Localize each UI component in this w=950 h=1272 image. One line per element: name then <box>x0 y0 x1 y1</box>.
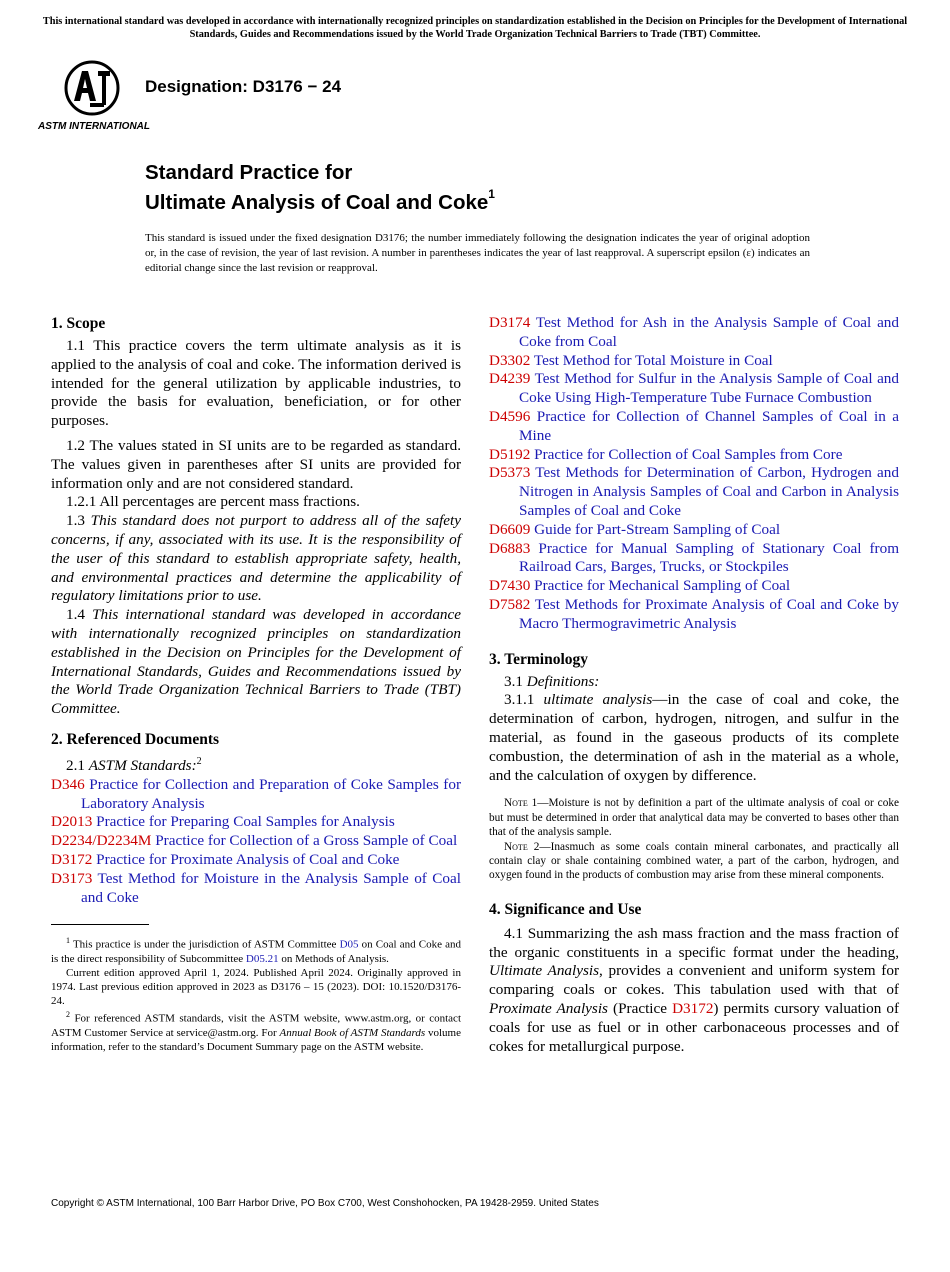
reference-item <box>489 370 899 408</box>
reference-title-link[interactable]: Practice for Mechanical Sampling of Coal <box>534 577 791 595</box>
reference-code-link[interactable]: D5373 <box>489 464 531 482</box>
reference-code-link[interactable]: D7430 <box>489 577 531 595</box>
title-line-2: Ultimate Analysis of Coal and Coke$^1$ <box>145 187 495 214</box>
designation: Designation: D3176 − 24 <box>145 77 342 96</box>
note-1: Note 1—Moisture is not by definition a part of the ultimate analysis of coal or coke but must be determined in order that analytical data may be converted to bases other than that of the analysis sample. <box>489 797 900 839</box>
para-2-1: 2.1 ASTM Standards:$^2$ <box>66 755 202 774</box>
reference-title-link[interactable]: Practice for Collection of Coal Samples from Core <box>534 445 843 463</box>
ref-link-d3172-inline[interactable]: D3172 <box>672 999 714 1017</box>
section-4-heading: 4. Significance and Use <box>489 900 642 918</box>
reference-item <box>489 577 899 596</box>
reference-code-link[interactable]: D3174 <box>489 314 531 331</box>
reference-list-right <box>489 314 899 634</box>
reference-title-link[interactable]: Test Method for Ash in the Analysis Sample of Coal and Coke from Coal <box>519 314 899 350</box>
reference-item <box>51 776 461 814</box>
reference-title-link[interactable]: Test Method for Sulfur in the Analysis Sample of Coal and Coke Using High-Temperature Tube Furnace Combustion <box>519 370 899 407</box>
reference-title-link[interactable]: Practice for Proximate Analysis of Coal and Coke <box>96 850 400 868</box>
reference-item <box>51 813 461 832</box>
reference-code-link[interactable]: D3302 <box>489 351 531 369</box>
title-line-1: Standard Practice for <box>145 161 353 184</box>
reference-title-link[interactable]: Test Method for Moisture in the Analysis Sample of Coal and Coke <box>81 869 461 906</box>
reference-code-link[interactable]: D5192 <box>489 445 531 463</box>
tbt-notice: This international standard was developed in accordance with internationally recognized principles on standardization established in the Decision on Principles for the Development of International Standards, Guides and Recommendations issued by the World Trade Organization Technical Barriers to Trade (TBT) Committee. <box>42 16 908 40</box>
copyright-footer: Copyright © ASTM International, 100 Barr Harbor Drive, PO Box C700, West Conshohocken, PA 19428-2959. United States <box>51 1198 599 1209</box>
footnote-rule <box>51 924 149 925</box>
reference-item <box>489 464 899 520</box>
reference-title-link[interactable]: Practice for Collection of Channel Samples of Coal in a Mine <box>519 407 899 444</box>
reference-code-link[interactable]: D346 <box>51 775 85 793</box>
section-2-heading: 2. Referenced Documents <box>51 730 220 748</box>
para-1-2-1: 1.2.1 All percentages are percent mass fractions. <box>66 493 360 511</box>
note-2: Note 2—Inasmuch as some coals contain mineral carbonates, and practically all contain clay or shale containing combined water, a part of the carbon, hydrogen, and oxygen found in the products of combustion may arise from these mineral components. <box>489 840 899 882</box>
para-3-1: 3.1 Definitions: <box>504 672 600 690</box>
section-3-heading: 3. Terminology <box>489 650 589 668</box>
reference-code-link[interactable]: D3172 <box>51 850 93 868</box>
reference-item <box>489 352 899 371</box>
committee-link[interactable]: D05 <box>339 939 359 952</box>
para-1-1: 1.1 This practice covers the term ultimate analysis as it is applied to the analysis of coal and coke. The information derived is intended for the general utilization by applicable industries, to provide the basis for evaluation, beneficiation, or for other purposes. <box>51 337 461 430</box>
reference-item <box>489 521 899 540</box>
left-column <box>51 314 461 1054</box>
reference-code-link[interactable]: D7582 <box>489 595 531 613</box>
para-1-4: 1.4 This international standard was developed in accordance with internationally recognized principles on standardization established in the Decision on Principles for the Development of International Standards, Guides and Recommendations issued by the World Trade Organization Technical Barriers to Trade (TBT) Committee. <box>51 606 462 718</box>
reference-title-link[interactable]: Practice for Collection of a Gross Sample of Coal <box>155 832 458 850</box>
footnote-1-edition: Current edition approved April 1, 2024. Published April 2024. Originally approved in 1974. Last previous edition approved in 2023 as D3176 – 15 (2023). DOI: 10.1520/D3176-24. <box>51 967 461 1008</box>
para-1-3: 1.3 This standard does not purport to address all of the safety concerns, if any, associated with its use. It is the responsibility of the user of this standard to establish appropriate safety, health, and environmental practices and determine the applicability of regulatory limitations prior to use. <box>51 512 462 605</box>
reference-title-link[interactable]: Test Methods for Proximate Analysis of Coal and Coke by Macro Thermogravimetric Analysis <box>519 595 899 632</box>
reference-code-link[interactable]: D4239 <box>489 370 531 388</box>
reference-item <box>51 851 461 870</box>
reference-title-link[interactable]: Practice for Manual Sampling of Stationary Coal from Railroad Cars, Barges, Trucks, or Stockpiles <box>519 539 900 576</box>
reference-code-link[interactable]: D2013 <box>51 813 93 831</box>
reference-item <box>51 832 461 851</box>
reference-item <box>489 408 899 446</box>
reference-title-link[interactable]: Test Method for Total Moisture in Coal <box>533 351 773 369</box>
reference-title-link[interactable]: Guide for Part-Stream Sampling of Coal <box>534 520 781 538</box>
right-column <box>489 314 899 1056</box>
reference-item <box>489 596 899 634</box>
para-3-1-1: 3.1.1 ultimate analysis—in the case of coal and coke, the determination of carbon, hydrogen, nitrogen, and sulfur in the material, as found in the gaseous products of its complete combustion, the determination of ash in the material as a whole, and the calculation of oxygen by difference. <box>489 691 900 784</box>
footnote-1: $^1$ This practice is under the jurisdiction of ASTM Committee D05 on Coal and Coke and is the direct responsibility of Subcommittee D05.21 on Methods of Analysis. <box>51 936 462 966</box>
document-title <box>145 160 495 215</box>
reference-title-link[interactable]: Practice for Preparing Coal Samples for Analysis <box>96 813 395 831</box>
svg-text:ASTM INTERNATIONAL: ASTM INTERNATIONAL <box>37 121 151 132</box>
reference-code-link[interactable]: D3173 <box>51 869 93 887</box>
reference-code-link[interactable]: D6609 <box>489 520 531 538</box>
reference-title-link[interactable]: Test Methods for Determination of Carbon, Hydrogen and Nitrogen in Analysis Samples of Coal and Carbon in Analysis Samples of Coal and Coke <box>519 464 899 519</box>
reference-item <box>489 446 899 465</box>
reference-code-link[interactable]: D2234/D2234M <box>51 832 152 850</box>
reference-title-link[interactable]: Practice for Collection and Preparation of Coke Samples for Laboratory Analysis <box>81 775 461 812</box>
issue-statement: This standard is issued under the fixed designation D3176; the number immediately following the designation indicates the year of original adoption or, in the case of revision, the year of last revision. A number in parentheses indicates the year of last reapproval. A superscript epsilon (ε) indicates an editorial change since the last revision or reapproval. <box>145 232 810 274</box>
astm-logo-icon <box>37 57 151 133</box>
title-footnote-mark[interactable]: 1 <box>488 187 495 201</box>
reference-list-left <box>51 776 461 908</box>
footnote-2: $^2$ For referenced ASTM standards, visit the ASTM website, www.astm.org, or contact ASTM Customer Service at service@astm.org. For Annual Book of ASTM Standards volume information, refer to the standard’s Document Summary page on the ASTM website. <box>51 1010 461 1053</box>
para-4-1: 4.1 Summarizing the ash mass fraction and the mass fraction of the organic constituents in a specific format under the heading, Ultimate Analysis, provides a convenient and uniform system for comparing coals or cokes. This tabulation used with that of Proximate Analysis (Practice D3172) permits cursory valuation of coals for use as fuel or in other carbonaceous processes and of cokes for metallurgical purpose. <box>489 924 900 1055</box>
para-1-2: 1.2 The values stated in SI units are to be regarded as standard. The values given in parentheses after SI units are provided for information only and are not considered standard. <box>51 436 461 492</box>
reference-item <box>489 540 899 578</box>
reference-item <box>51 870 461 908</box>
section-1-heading: 1. Scope <box>51 315 106 332</box>
reference-code-link[interactable]: D4596 <box>489 407 531 425</box>
reference-item <box>489 314 899 352</box>
reference-code-link[interactable]: D6883 <box>489 539 531 557</box>
subcommittee-link[interactable]: D05.21 <box>245 953 279 966</box>
